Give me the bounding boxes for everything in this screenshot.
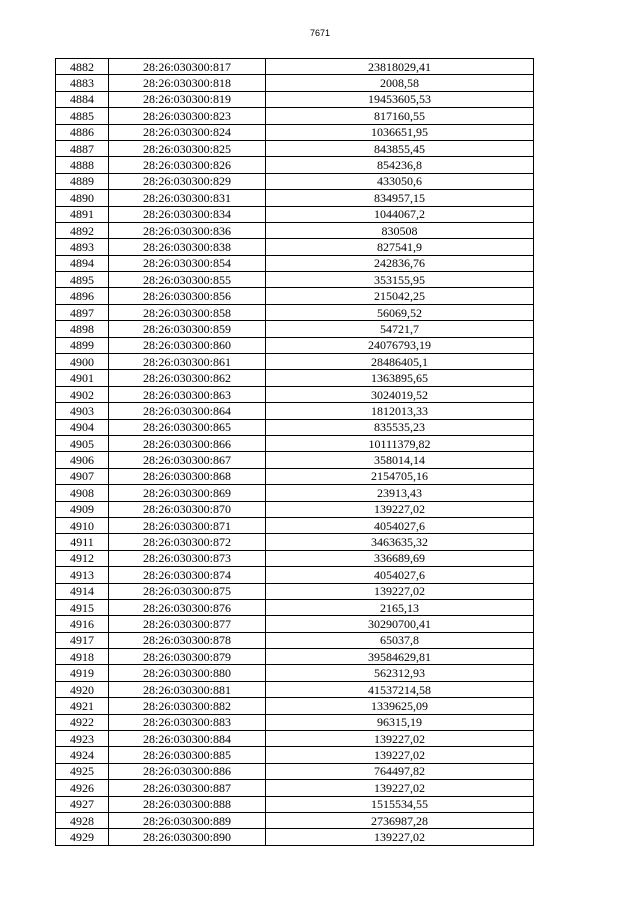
- table-row: [56, 796, 534, 812]
- cadastral-number-cell: 28:26:030300:858: [109, 304, 266, 320]
- value-cell: 24076793,19: [266, 337, 534, 353]
- row-number-cell: 4892: [56, 222, 109, 238]
- row-number-cell: 4916: [56, 616, 109, 632]
- value-cell: 139227,02: [266, 501, 534, 517]
- cadastral-number-cell: 28:26:030300:874: [109, 567, 266, 583]
- cadastral-number-cell: 28:26:030300:882: [109, 698, 266, 714]
- table-row: [56, 124, 534, 140]
- row-number-cell: 4887: [56, 140, 109, 156]
- table-row: [56, 485, 534, 501]
- value-cell: 23818029,41: [266, 59, 534, 75]
- cadastral-number-cell: 28:26:030300:818: [109, 75, 266, 91]
- cadastral-number-cell: 28:26:030300:890: [109, 829, 266, 845]
- value-cell: 139227,02: [266, 829, 534, 845]
- table-row: [56, 550, 534, 566]
- cadastral-number-cell: 28:26:030300:887: [109, 780, 266, 796]
- value-cell: 358014,14: [266, 452, 534, 468]
- row-number-cell: 4929: [56, 829, 109, 845]
- table-row: [56, 190, 534, 206]
- row-number-cell: 4883: [56, 75, 109, 91]
- row-number-cell: 4885: [56, 108, 109, 124]
- table-row: [56, 157, 534, 173]
- table-row: [56, 599, 534, 615]
- cadastral-number-cell: 28:26:030300:869: [109, 485, 266, 501]
- table-row: [56, 747, 534, 763]
- table-row: [56, 681, 534, 697]
- value-cell: 2165,13: [266, 599, 534, 615]
- cadastral-number-cell: 28:26:030300:875: [109, 583, 266, 599]
- row-number-cell: 4884: [56, 91, 109, 107]
- row-number-cell: 4902: [56, 386, 109, 402]
- table-row: [56, 534, 534, 550]
- row-number-cell: 4905: [56, 435, 109, 451]
- table-row: [56, 255, 534, 271]
- table-row: [56, 419, 534, 435]
- table-row: [56, 272, 534, 288]
- table-row: [56, 649, 534, 665]
- value-cell: 139227,02: [266, 747, 534, 763]
- cadastral-number-cell: 28:26:030300:823: [109, 108, 266, 124]
- row-number-cell: 4906: [56, 452, 109, 468]
- table-row: [56, 731, 534, 747]
- table-row: [56, 304, 534, 320]
- cadastral-number-cell: 28:26:030300:872: [109, 534, 266, 550]
- table-row: [56, 173, 534, 189]
- value-cell: 28486405,1: [266, 354, 534, 370]
- cadastral-number-cell: 28:26:030300:854: [109, 255, 266, 271]
- row-number-cell: 4922: [56, 714, 109, 730]
- value-cell: 1363895,65: [266, 370, 534, 386]
- cadastral-number-cell: 28:26:030300:825: [109, 140, 266, 156]
- cadastral-number-cell: 28:26:030300:831: [109, 190, 266, 206]
- cadastral-number-cell: 28:26:030300:863: [109, 386, 266, 402]
- cadastral-number-cell: 28:26:030300:826: [109, 157, 266, 173]
- cadastral-number-cell: 28:26:030300:859: [109, 321, 266, 337]
- row-number-cell: 4897: [56, 304, 109, 320]
- table-row: [56, 501, 534, 517]
- cadastral-number-cell: 28:26:030300:877: [109, 616, 266, 632]
- row-number-cell: 4924: [56, 747, 109, 763]
- table-row: [56, 354, 534, 370]
- row-number-cell: 4903: [56, 403, 109, 419]
- value-cell: 764497,82: [266, 763, 534, 779]
- value-cell: 843855,45: [266, 140, 534, 156]
- row-number-cell: 4925: [56, 763, 109, 779]
- table-row: [56, 337, 534, 353]
- row-number-cell: 4889: [56, 173, 109, 189]
- value-cell: 353155,95: [266, 272, 534, 288]
- value-cell: 2008,58: [266, 75, 534, 91]
- cadastral-number-cell: 28:26:030300:879: [109, 649, 266, 665]
- cadastral-number-cell: 28:26:030300:834: [109, 206, 266, 222]
- value-cell: 242836,76: [266, 255, 534, 271]
- cadastral-number-cell: 28:26:030300:878: [109, 632, 266, 648]
- cadastral-number-cell: 28:26:030300:836: [109, 222, 266, 238]
- table-row: [56, 370, 534, 386]
- cadastral-number-cell: 28:26:030300:838: [109, 239, 266, 255]
- cadastral-number-cell: 28:26:030300:865: [109, 419, 266, 435]
- table-row: [56, 517, 534, 533]
- cadastral-value-table: [55, 58, 534, 846]
- row-number-cell: 4907: [56, 468, 109, 484]
- cadastral-number-cell: 28:26:030300:885: [109, 747, 266, 763]
- row-number-cell: 4928: [56, 812, 109, 828]
- value-cell: 1036651,95: [266, 124, 534, 140]
- row-number-cell: 4893: [56, 239, 109, 255]
- row-number-cell: 4882: [56, 59, 109, 75]
- table-row: [56, 583, 534, 599]
- row-number-cell: 4894: [56, 255, 109, 271]
- cadastral-number-cell: 28:26:030300:873: [109, 550, 266, 566]
- row-number-cell: 4926: [56, 780, 109, 796]
- row-number-cell: 4912: [56, 550, 109, 566]
- row-number-cell: 4927: [56, 796, 109, 812]
- cadastral-number-cell: 28:26:030300:866: [109, 435, 266, 451]
- value-cell: 1812013,33: [266, 403, 534, 419]
- page-number: 7671: [309, 28, 331, 38]
- table-row: [56, 91, 534, 107]
- value-cell: 1044067,2: [266, 206, 534, 222]
- value-cell: 2154705,16: [266, 468, 534, 484]
- cadastral-number-cell: 28:26:030300:855: [109, 272, 266, 288]
- table-row: [56, 763, 534, 779]
- value-cell: 30290700,41: [266, 616, 534, 632]
- value-cell: 4054027,6: [266, 567, 534, 583]
- value-cell: 854236,8: [266, 157, 534, 173]
- row-number-cell: 4904: [56, 419, 109, 435]
- value-cell: 834957,15: [266, 190, 534, 206]
- row-number-cell: 4918: [56, 649, 109, 665]
- cadastral-number-cell: 28:26:030300:819: [109, 91, 266, 107]
- row-number-cell: 4890: [56, 190, 109, 206]
- row-number-cell: 4886: [56, 124, 109, 140]
- cadastral-number-cell: 28:26:030300:829: [109, 173, 266, 189]
- value-cell: 433050,6: [266, 173, 534, 189]
- cadastral-number-cell: 28:26:030300:867: [109, 452, 266, 468]
- table-row: [56, 780, 534, 796]
- table-row: [56, 812, 534, 828]
- value-cell: 3024019,52: [266, 386, 534, 402]
- value-cell: 336689,69: [266, 550, 534, 566]
- row-number-cell: 4891: [56, 206, 109, 222]
- cadastral-number-cell: 28:26:030300:881: [109, 681, 266, 697]
- table-row: [56, 452, 534, 468]
- row-number-cell: 4896: [56, 288, 109, 304]
- cadastral-number-cell: 28:26:030300:860: [109, 337, 266, 353]
- table-row: [56, 222, 534, 238]
- value-cell: 10111379,82: [266, 435, 534, 451]
- row-number-cell: 4901: [56, 370, 109, 386]
- value-cell: 139227,02: [266, 731, 534, 747]
- value-cell: 1515534,55: [266, 796, 534, 812]
- table-row: [56, 468, 534, 484]
- row-number-cell: 4923: [56, 731, 109, 747]
- row-number-cell: 4910: [56, 517, 109, 533]
- row-number-cell: 4888: [56, 157, 109, 173]
- cadastral-number-cell: 28:26:030300:871: [109, 517, 266, 533]
- value-cell: 23913,43: [266, 485, 534, 501]
- row-number-cell: 4899: [56, 337, 109, 353]
- cadastral-number-cell: 28:26:030300:884: [109, 731, 266, 747]
- value-cell: 2736987,28: [266, 812, 534, 828]
- cadastral-number-cell: 28:26:030300:868: [109, 468, 266, 484]
- table-row: [56, 59, 534, 75]
- value-cell: 139227,02: [266, 583, 534, 599]
- table-row: [56, 632, 534, 648]
- value-cell: 4054027,6: [266, 517, 534, 533]
- cadastral-number-cell: 28:26:030300:824: [109, 124, 266, 140]
- value-cell: 139227,02: [266, 780, 534, 796]
- cadastral-number-cell: 28:26:030300:870: [109, 501, 266, 517]
- value-cell: 830508: [266, 222, 534, 238]
- value-cell: 39584629,81: [266, 649, 534, 665]
- table-row: [56, 829, 534, 845]
- cadastral-number-cell: 28:26:030300:876: [109, 599, 266, 615]
- value-cell: 41537214,58: [266, 681, 534, 697]
- table-row: [56, 321, 534, 337]
- row-number-cell: 4920: [56, 681, 109, 697]
- cadastral-number-cell: 28:26:030300:889: [109, 812, 266, 828]
- value-cell: 1339625,09: [266, 698, 534, 714]
- table-row: [56, 698, 534, 714]
- row-number-cell: 4919: [56, 665, 109, 681]
- row-number-cell: 4915: [56, 599, 109, 615]
- value-cell: 215042,25: [266, 288, 534, 304]
- cadastral-number-cell: 28:26:030300:880: [109, 665, 266, 681]
- row-number-cell: 4898: [56, 321, 109, 337]
- row-number-cell: 4914: [56, 583, 109, 599]
- row-number-cell: 4908: [56, 485, 109, 501]
- table-row: [56, 435, 534, 451]
- table-row: [56, 665, 534, 681]
- table-row: [56, 108, 534, 124]
- table-row: [56, 288, 534, 304]
- value-cell: 96315,19: [266, 714, 534, 730]
- row-number-cell: 4911: [56, 534, 109, 550]
- cadastral-number-cell: 28:26:030300:864: [109, 403, 266, 419]
- cadastral-number-cell: 28:26:030300:888: [109, 796, 266, 812]
- cadastral-number-cell: 28:26:030300:856: [109, 288, 266, 304]
- row-number-cell: 4921: [56, 698, 109, 714]
- value-cell: 3463635,32: [266, 534, 534, 550]
- table-row: [56, 75, 534, 91]
- cadastral-number-cell: 28:26:030300:862: [109, 370, 266, 386]
- row-number-cell: 4909: [56, 501, 109, 517]
- value-cell: 56069,52: [266, 304, 534, 320]
- table-row: [56, 567, 534, 583]
- table-row: [56, 714, 534, 730]
- value-cell: 835535,23: [266, 419, 534, 435]
- table-row: [56, 239, 534, 255]
- table-body: [56, 59, 534, 846]
- table-row: [56, 386, 534, 402]
- value-cell: 65037,8: [266, 632, 534, 648]
- table-row: [56, 403, 534, 419]
- value-cell: 827541,9: [266, 239, 534, 255]
- value-cell: 817160,55: [266, 108, 534, 124]
- cadastral-number-cell: 28:26:030300:886: [109, 763, 266, 779]
- table-row: [56, 206, 534, 222]
- table-row: [56, 140, 534, 156]
- cadastral-number-cell: 28:26:030300:817: [109, 59, 266, 75]
- row-number-cell: 4917: [56, 632, 109, 648]
- cadastral-number-cell: 28:26:030300:883: [109, 714, 266, 730]
- cadastral-number-cell: 28:26:030300:861: [109, 354, 266, 370]
- value-cell: 19453605,53: [266, 91, 534, 107]
- value-cell: 54721,7: [266, 321, 534, 337]
- row-number-cell: 4900: [56, 354, 109, 370]
- row-number-cell: 4895: [56, 272, 109, 288]
- value-cell: 562312,93: [266, 665, 534, 681]
- row-number-cell: 4913: [56, 567, 109, 583]
- table-row: [56, 616, 534, 632]
